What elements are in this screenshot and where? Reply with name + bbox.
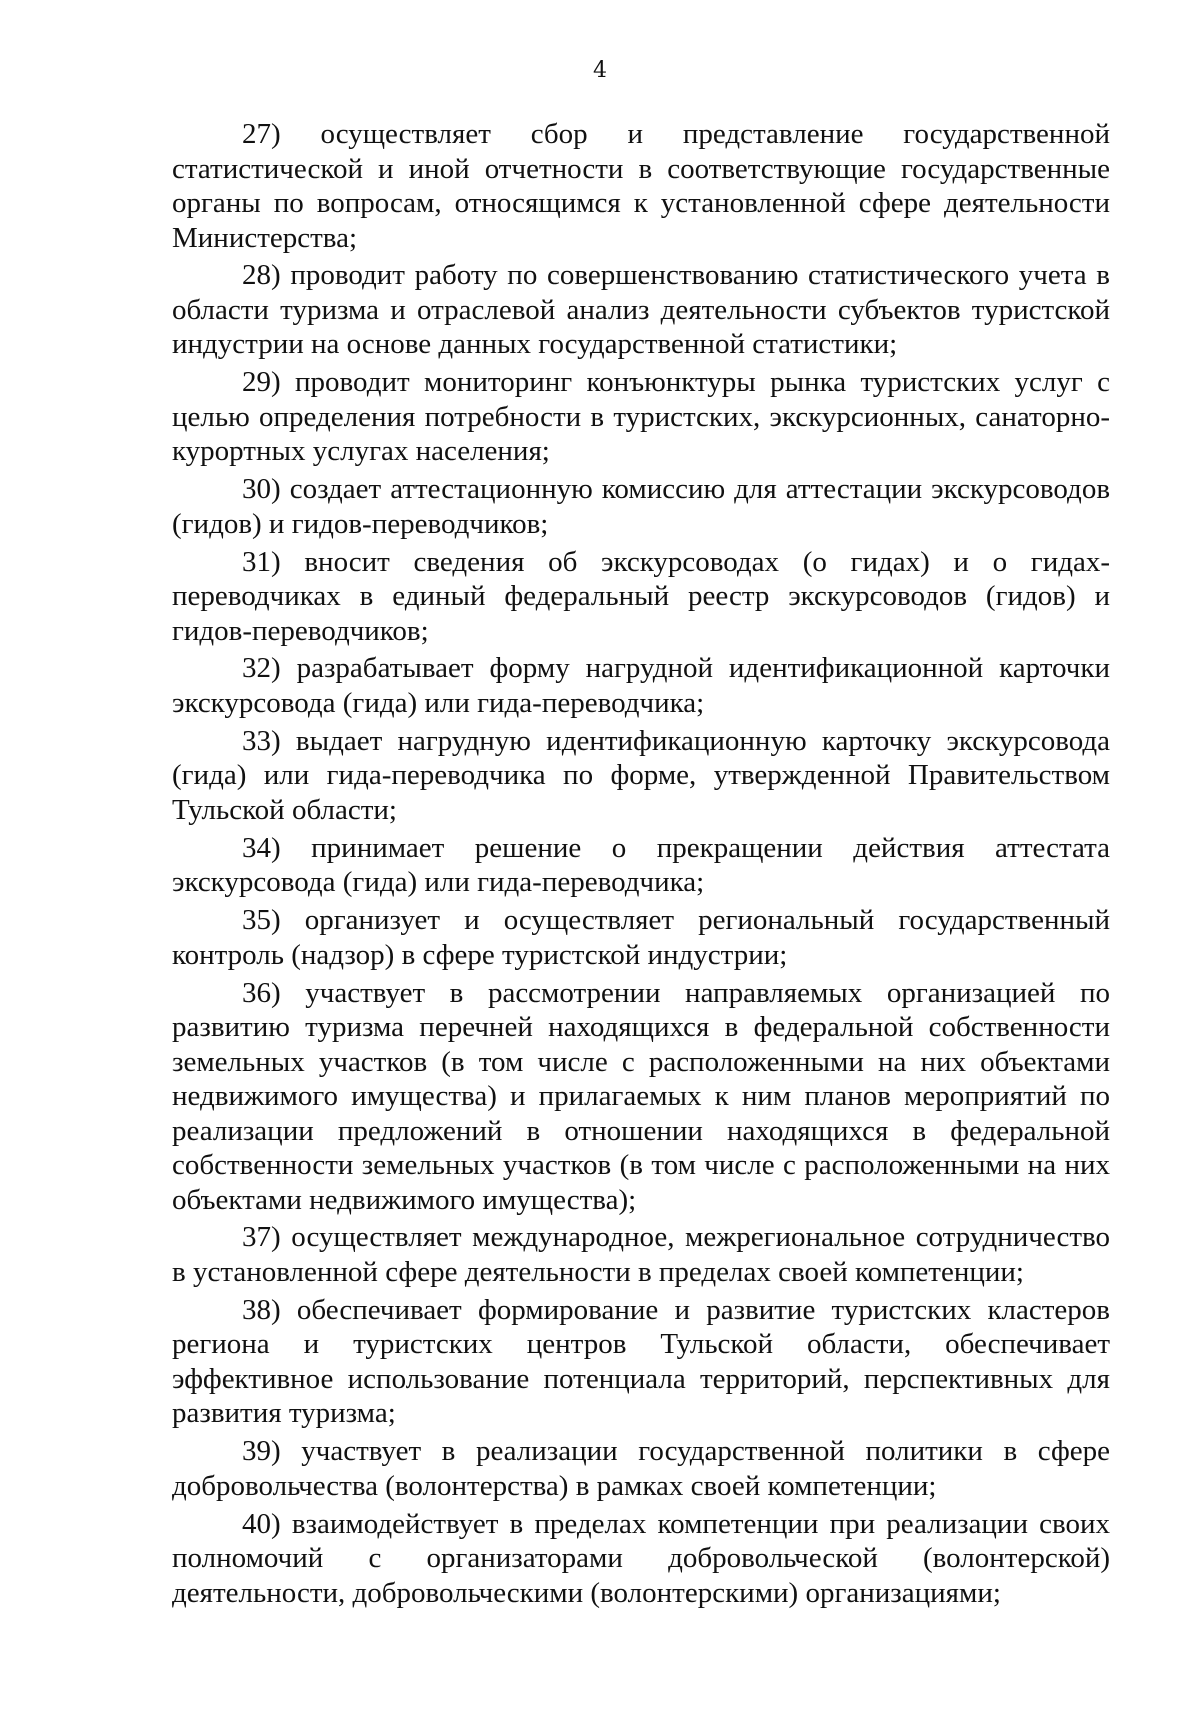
item-text: принимает решение о прекращении действия аттестата экскурсовода (гида) или гида-переводчика;	[172, 831, 1111, 899]
item-number: 27)	[242, 118, 281, 150]
item-number: 34)	[242, 831, 281, 864]
item-number: 29)	[242, 366, 281, 399]
item-text: участвует в рассмотрении направляемых организацией по развитию туризма перечней находящихся в федеральной собственности земельных участков (в том числе с расположенными на них объектами недвижимого имущества) и прилагаемых к ним планов мероприятий по реализации предложений в отношении находящихся в федеральной собственности земельных участков (в том числе с расположенными на них объектами недвижимого имущества);	[172, 976, 1110, 1216]
item-number: 32)	[242, 652, 281, 685]
item-number: 38)	[242, 1293, 281, 1326]
item-text: вносит сведения об экскурсоводах (о гидах) и о гидах-переводчиках в единый федеральный реестр экскурсоводов (гидов) и гидов-переводчиков;	[172, 545, 1110, 647]
list-item	[172, 1434, 1110, 1503]
item-text: выдает нагрудную идентификационную карточку экскурсовода (гида) или гида-переводчика по форме, утвержденной Правительством Тульской области;	[172, 724, 1111, 826]
list-item	[172, 545, 1110, 649]
item-number: 36)	[242, 976, 281, 1009]
list-item	[172, 651, 1110, 720]
item-text: проводит работу по совершенствованию статистического учета в области туризма и отраслевой анализ деятельности субъектов туристской индустрии на основе данных государственной статистики;	[172, 259, 1110, 361]
item-text: взаимодействует в пределах компетенции при реализации своих полномочий с организаторами добровольческой (волонтерской) деятельности, добровольческими (волонтерскими) организациями;	[172, 1507, 1110, 1609]
item-text: организует и осуществляет региональный государственный контроль (надзор) в сфере туристской индустрии;	[172, 904, 1111, 971]
item-text: осуществляет сбор и представление государственной статистической и иной отчетности в соответствующие государственные органы по вопросам, относящимся к установленной сфере деятельности Министерства;	[172, 118, 1110, 254]
item-number: 28)	[242, 259, 281, 292]
list-item	[172, 258, 1110, 362]
list-item	[172, 1220, 1110, 1289]
item-number: 33)	[242, 724, 281, 757]
item-number: 37)	[242, 1221, 281, 1254]
item-text: участвует в реализации государственной политики в сфере добровольчества (волонтерства) в рамках своей компетенции;	[172, 1435, 1111, 1502]
item-text: проводит мониторинг конъюнктуры рынка туристских услуг с целью определения потребности в туристских, экскурсионных, санаторно-курортных услугах населения;	[172, 366, 1110, 468]
list-item	[172, 976, 1110, 1218]
list-item	[172, 724, 1110, 828]
item-number: 31)	[242, 545, 281, 578]
list-item	[172, 117, 1110, 255]
list-item	[172, 1507, 1110, 1611]
item-text: создает аттестационную комиссию для аттестации экскурсоводов (гидов) и гидов-переводчиков;	[172, 473, 1111, 540]
item-number: 30)	[242, 473, 281, 506]
document-body	[172, 117, 1110, 1613]
list-item	[172, 903, 1110, 972]
item-text: обеспечивает формирование и развитие туристских кластеров региона и туристских центров Тульской области, обеспечивает эффективное использование потенциала территорий, перспективных для развития туризма;	[172, 1293, 1110, 1430]
item-text: осуществляет международное, межрегиональное сотрудничество в установленной сфере деятельности в пределах своей компетенции;	[172, 1221, 1111, 1288]
list-item	[172, 1293, 1110, 1431]
list-item	[172, 365, 1110, 469]
item-number: 40)	[242, 1507, 281, 1540]
item-text: разрабатывает форму нагрудной идентификационной карточки экскурсовода (гида) или гида-переводчика;	[172, 652, 1111, 719]
list-item	[172, 472, 1110, 541]
page-number: 4	[593, 58, 607, 83]
item-number: 39)	[242, 1435, 281, 1468]
item-number: 35)	[242, 904, 281, 937]
list-item	[172, 831, 1110, 900]
